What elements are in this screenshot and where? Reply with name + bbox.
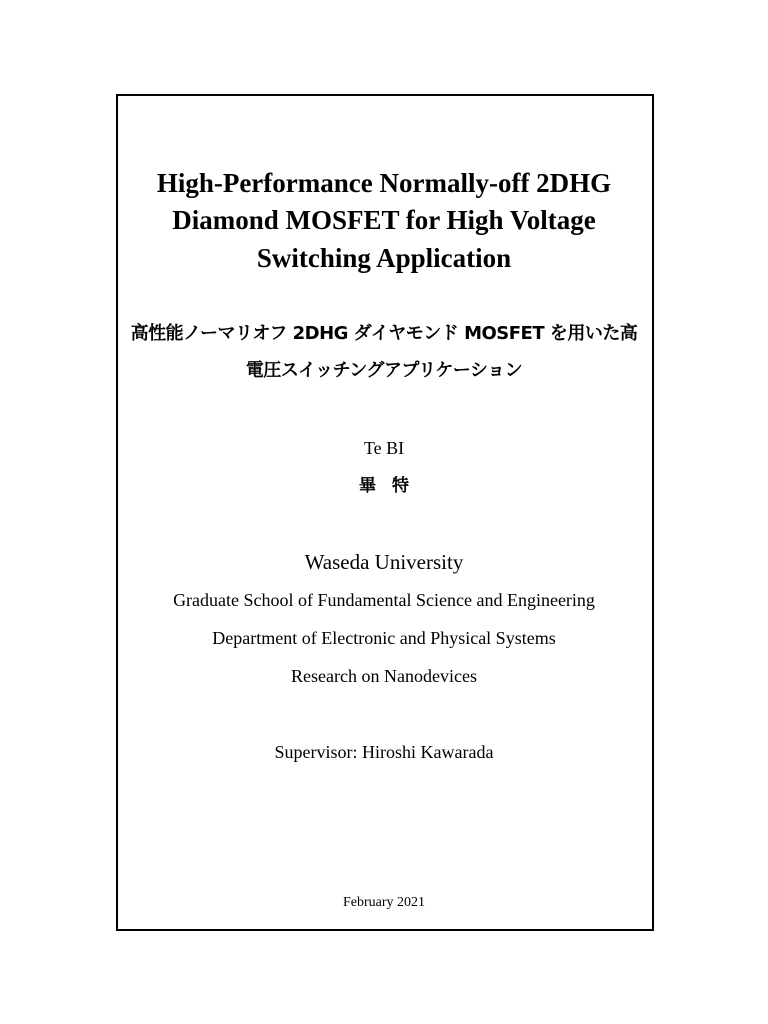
thesis-title-line-1: High-Performance Normally-off 2DHG bbox=[156, 168, 612, 198]
supervisor: Supervisor: Hiroshi Kawarada bbox=[274, 742, 494, 762]
thesis-title-line-3: Switching Application bbox=[256, 243, 512, 273]
research-lab: Research on Nanodevices bbox=[291, 666, 477, 686]
author-name: Te BI bbox=[363, 438, 405, 458]
japanese-title-line-2: 電圧スイッチングアプリケーション bbox=[245, 360, 523, 381]
graduate-school: Graduate School of Fundamental Science and Engineering bbox=[173, 590, 595, 610]
author-name-japanese: 畢 特 bbox=[359, 476, 409, 496]
university-name: Waseda University bbox=[304, 550, 464, 574]
japanese-title-line-1: 高性能ノーマリオフ 2DHG ダイヤモンド MOSFET を用いた高 bbox=[130, 323, 638, 344]
thesis-title-line-2: Diamond MOSFET for High Voltage bbox=[172, 205, 596, 235]
submission-date: February 2021 bbox=[342, 895, 426, 910]
department: Department of Electronic and Physical Systems bbox=[212, 628, 556, 648]
